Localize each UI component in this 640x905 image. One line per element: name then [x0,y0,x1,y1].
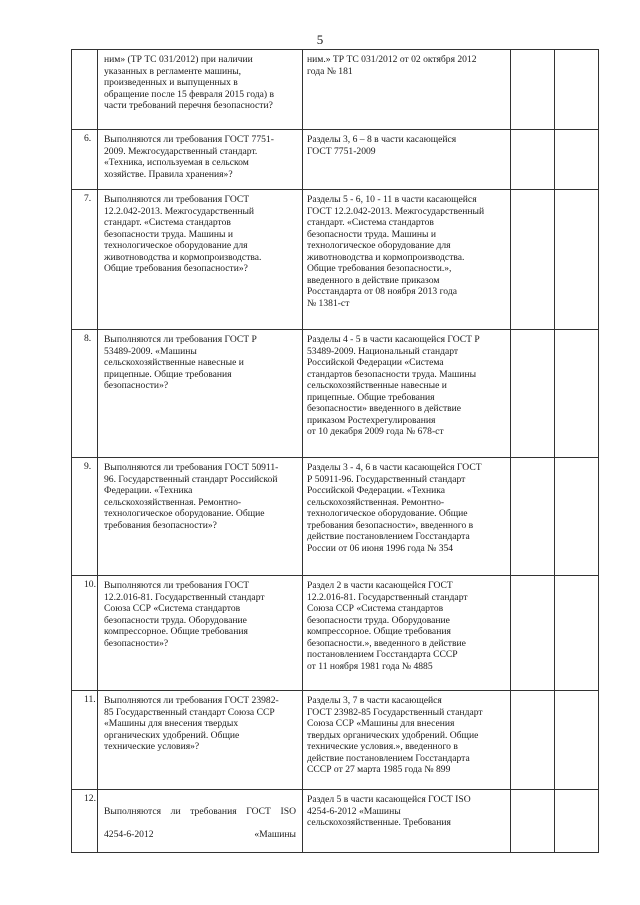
table-row [72,130,599,190]
row-number: 12. [84,793,96,804]
table-row [72,330,599,458]
table-row [72,790,599,853]
question-text: Выполняются ли требования ГОСТ 50911- 96. Государственный стандарт Российской Федерации. «Техника сельскохозяйственная. Ремонтно- технологическое оборудование. Общие требования безопасности»? [104,462,279,531]
reference-text: Раздел 2 в части касающейся ГОСТ 12.2.016-81. Государственный стандарт Союза ССР «Система стандартов безопасности труда. Оборудование компрессорное. Общие требования безопасности.», введенного в действие постановлением Госстандарта СССР от 11 ноября 1981 года № 4885 [307,580,468,672]
row-number-cell [72,790,98,853]
reference-cell [303,130,511,190]
table-row [72,458,599,576]
note-cell [555,190,599,330]
note-cell [555,691,599,790]
question-text: Выполняются ли требования ГОСТ 12.2.042-2013. Межгосударственный стандарт. «Система стандартов безопасности труда. Машины и технологическое оборудование для животноводства и кормопроизводства. Общие требования безопасности»? [104,194,262,274]
row-number-cell [72,458,98,576]
answer-cell [511,130,555,190]
reference-text: Разделы 3, 6 – 8 в части касающейся ГОСТ 7751-2009 [307,134,457,157]
reference-text: Разделы 5 - 6, 10 - 11 в части касающейся ГОСТ 12.2.042-2013. Межгосударственный стандарт. «Система стандартов безопасности труда. Машины и технологическое оборудование для животноводства и кормопроизводства. Общие требования безопасности.», введенного в действие приказом Росстандарта от 08 ноября 2013 года № 1381-ст [307,194,485,309]
reference-text: Разделы 4 - 5 в части касающейся ГОСТ Р 53489-2009. Национальный стандарт Российской Федерации «Система стандартов безопасности труда. Машины сельскохозяйственные навесные и прицепные. Общие требования безопасности» введенного в действие приказом Ростехрегулирования от 10 декабря 2009 года № 678-ст [307,334,480,437]
question-cell [98,190,303,330]
table-row [72,190,599,330]
reference-cell [303,691,511,790]
row-number-cell [72,190,98,330]
answer-cell [511,576,555,691]
row-number-cell [72,130,98,190]
reference-text: Разделы 3 - 4, 6 в части касающейся ГОСТ Р 50911-96. Государственный стандарт Российской Федерации. «Техника сельскохозяйственная. Ремонтно- технологическое оборудование. Общие требования безопасности», введенного в действие постановлением Госстандарта России от 06 июня 1996 года № 354 [307,462,482,554]
note-cell [555,130,599,190]
answer-cell [511,330,555,458]
note-cell [555,50,599,130]
answer-cell [511,50,555,130]
table-row [72,576,599,691]
reference-text: ним.» ТР ТС 031/2012 от 02 октября 2012 года № 181 [307,54,477,77]
question-cell [98,50,303,130]
question-text-line-2-right: «Машины [254,828,296,840]
row-number: 10. [84,579,96,590]
checklist-table [71,49,599,853]
answer-cell [511,691,555,790]
row-number-cell [72,576,98,691]
answer-cell [511,190,555,330]
row-number-cell [72,691,98,790]
note-cell [555,330,599,458]
question-text-line-2-left: 4254-6-2012 [104,828,154,840]
table-row [72,691,599,790]
reference-cell [303,50,511,130]
question-text: Выполняются ли требования ГОСТ 12.2.016-81. Государственный стандарт Союза ССР «Система стандартов безопасности труда. Оборудование компрессорное. Общие требования безопасности»? [104,580,265,649]
row-number: 9. [84,461,92,472]
question-cell [98,130,303,190]
reference-cell [303,330,511,458]
question-text: Выполняются ли требования ГОСТ 7751- 2009. Межгосударственный стандарт. «Техника, используемая в сельском хозяйстве. Правила хранения»? [104,134,274,180]
reference-cell [303,190,511,330]
question-cell [98,330,303,458]
note-cell [555,458,599,576]
reference-cell [303,458,511,576]
row-number-cell [72,50,98,130]
row-number: 11. [84,694,96,705]
row-number: 7. [84,193,92,204]
reference-text: Разделы 3, 7 в части касающейся ГОСТ 23982-85 Государственный стандарт Союза ССР «Машины для внесения твердых органических удобрений. Общие технические условия.», введенного в действие постановлением Госстандарта СССР от 27 марта 1985 года № 899 [307,695,483,775]
note-cell [555,790,599,853]
question-cell [98,691,303,790]
reference-cell [303,576,511,691]
row-number [72,50,97,53]
row-number: 6. [84,133,92,144]
question-cell [98,458,303,576]
answer-cell [511,790,555,853]
row-number: 8. [84,333,92,344]
question-cell [98,576,303,691]
question-cell [98,790,303,853]
page-number: 5 [316,32,324,47]
question-text: Выполняются ли требования ГОСТ 23982- 85 Государственный стандарт Союза ССР «Машины для внесения твердых органических удобрений. Общие технические условия»? [104,695,279,752]
reference-text: Раздел 5 в части касающейся ГОСТ ISO 4254-6-2012 «Машины сельскохозяйственные. Требования [307,794,471,828]
question-text-line-1: Выполняются ли требования ГОСТ ISO [104,805,296,817]
reference-cell [303,790,511,853]
question-text: Выполняются ли требования ГОСТ Р 53489-2009. «Машины сельскохозяйственные навесные и прицепные. Общие требования безопасности»? [104,334,257,391]
note-cell [555,576,599,691]
question-text: ним» (ТР ТС 031/2012) при наличии указанных в регламенте машины, произведенных и выпущенных в обращение после 15 февраля 2015 года) в части требований перечня безопасности? [104,54,274,111]
row-number-cell [72,330,98,458]
table-row [72,50,599,130]
answer-cell [511,458,555,576]
